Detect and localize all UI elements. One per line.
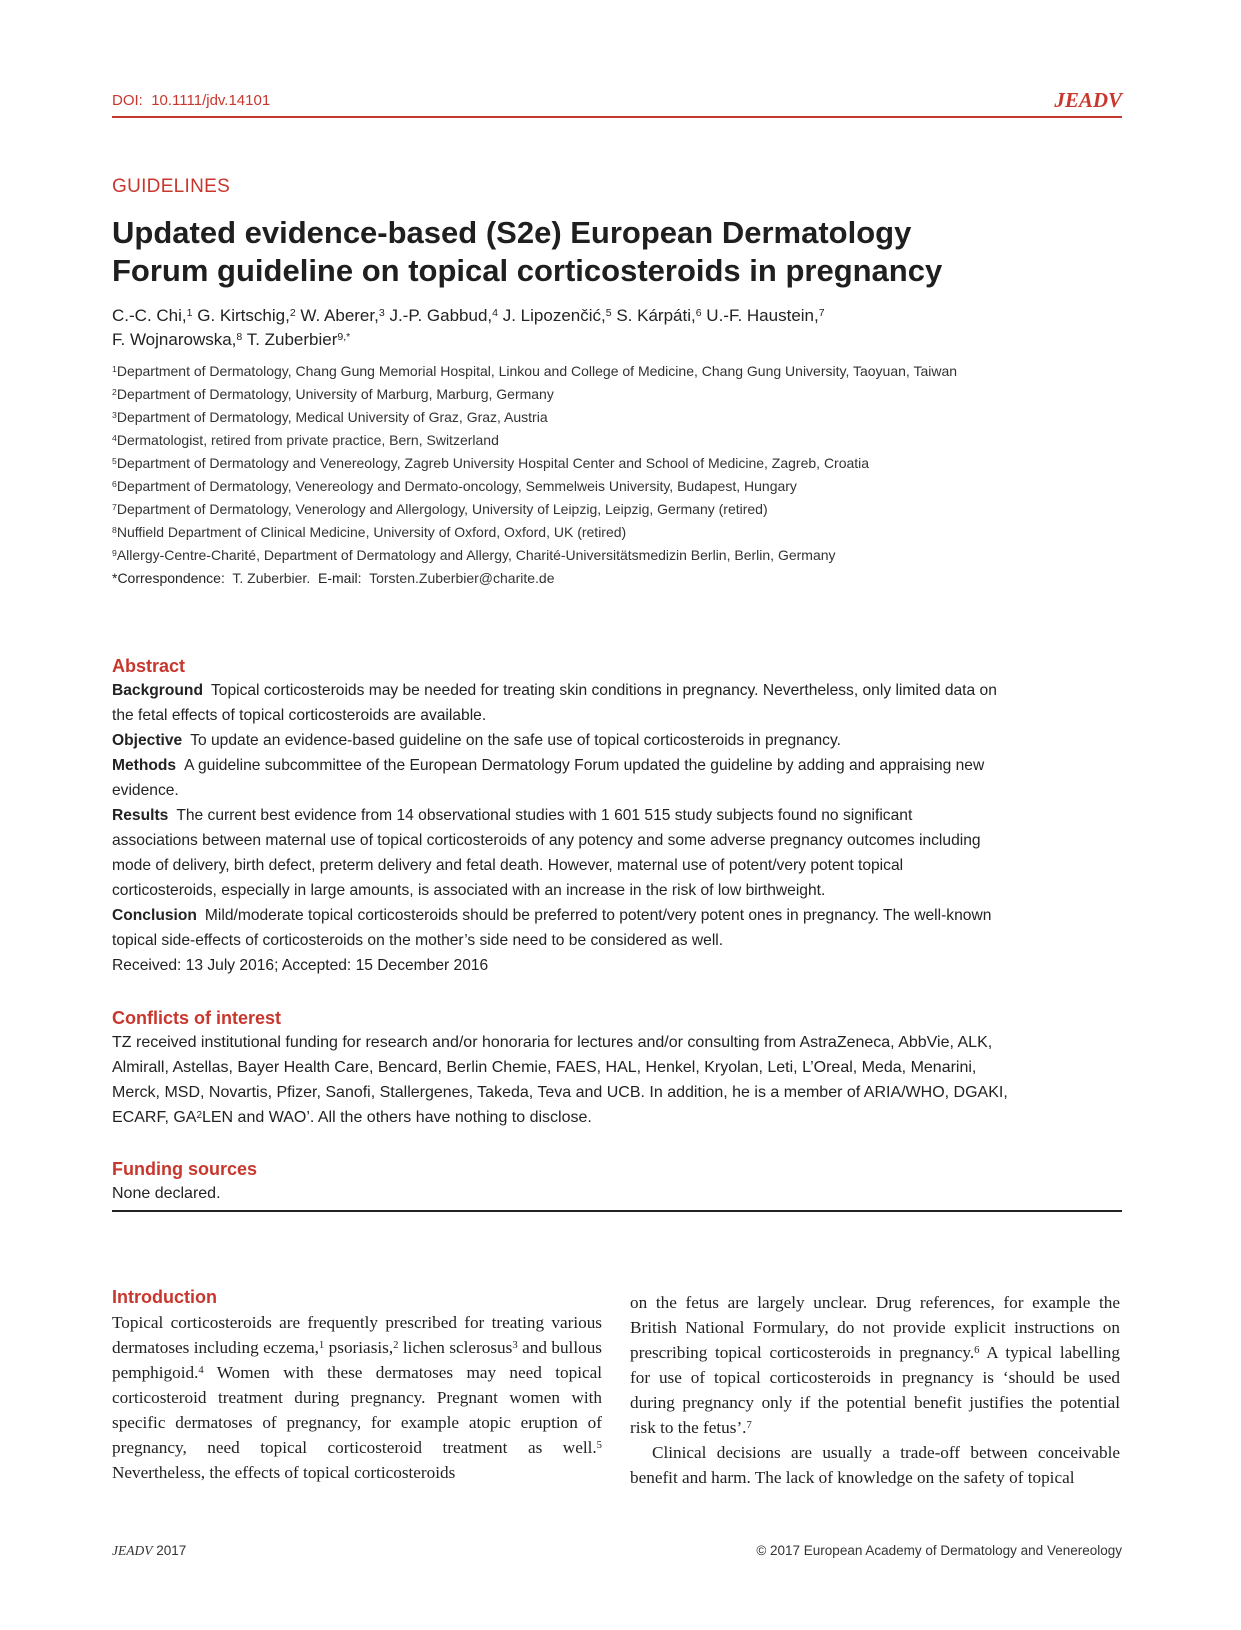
author: S. Kárpáti,$^6$	[616, 306, 702, 325]
citation-ref[interactable]: 2	[393, 1340, 399, 1352]
author: C.-C. Chi,$^1$	[112, 306, 193, 325]
author: F. Wojnarowska,$^8$	[112, 330, 243, 349]
abstract	[112, 654, 1002, 978]
body-column-left	[112, 1285, 602, 1485]
citation-ref[interactable]: 7	[746, 1420, 752, 1432]
conflicts-text: TZ received institutional funding for research and/or honoraria for lectures and/or consulting from AstraZeneca, AbbVie, ALK, Almirall, Astellas, Bayer Health Care, Bencard, Berlin Chemie, FAES, HAL, Henkel, Kryolan, Leti, L’Oreal, Meda, Menarini, Merck, MSD, Novartis, Pfizer, Sanofi, Stallergenes, Takeda, Teva and UCB. In addition, he is a member of ARIA/WHO, DGAKI, ECARF, $GA^2LEN$ and WAO’. All the others have nothing to disclose.	[112, 1034, 1008, 1126]
affiliation: $^4$Dermatologist, retired from private practice, Bern, Switzerland	[112, 432, 499, 448]
footer-journal: JEADV 2017	[112, 1543, 187, 1558]
conflicts-heading: Conflicts of interest	[112, 1008, 282, 1028]
citation-ref[interactable]: 3	[512, 1340, 518, 1352]
citation-ref[interactable]: 5	[596, 1440, 602, 1452]
abstract-results: Results The current best evidence from 14 observational studies with 1 601 515 study subjects found no significant associations between maternal use of topical corticosteroids of any potency and some adverse pregnancy outcomes including mode of delivery, birth defect, preterm delivery and fetal death. However, maternal use of potent/very potent topical corticosteroids, especially in large amounts, is associated with an increase in the risk of low birthweight.	[112, 807, 981, 899]
introduction-heading: Introduction	[112, 1287, 217, 1307]
section-label: GUIDELINES	[112, 176, 231, 197]
author: J. Lipozenčić,$^5$	[502, 306, 612, 325]
received-dates: Received: 13 July 2016; Accepted: 15 December 2016	[112, 957, 489, 974]
email-link[interactable]: Torsten.Zuberbier@charite.de	[369, 570, 555, 586]
affiliation: $^6$Department of Dermatology, Venereology and Dermato-oncology, Semmelweis University, Budapest, Hungary	[112, 478, 797, 494]
correspondence-name: T. Zuberbier.	[232, 570, 311, 586]
doi-link[interactable]: 10.1111/jdv.14101	[151, 92, 271, 109]
running-head	[112, 88, 1122, 118]
author: U.-F. Haustein,$^7$	[706, 306, 825, 325]
introduction-paragraph-2: Clinical decisions are usually a trade-off between conceivable benefit and harm. The lack of knowledge on the safety of topical	[630, 1443, 1120, 1487]
funding-heading: Funding sources	[112, 1159, 258, 1179]
abstract-conclusion: Conclusion Mild/moderate topical corticosteroids should be preferred to potent/very potent ones in pregnancy. The well-known topical side-effects of corticosteroids on the mother’s side need to be considered as well.	[112, 907, 992, 949]
abstract-background: Background Topical corticosteroids may be needed for treating skin conditions in pregnancy. Nevertheless, only limited data on the fetal effects of topical corticosteroids are available.	[112, 682, 997, 724]
affiliation: $^1$Department of Dermatology, Chang Gung Memorial Hospital, Linkou and College of Medicine, Chang Gung University, Taoyuan, Taiwan	[112, 363, 958, 379]
affiliation: $^2$Department of Dermatology, University of Marburg, Marburg, Germany	[112, 386, 554, 402]
body-column-right	[630, 1290, 1120, 1490]
title-line-1: Updated evidence-based (S2e) European Dermatology	[112, 215, 912, 250]
affiliation-list	[112, 360, 1122, 590]
correspondence-label: *Correspondence:	[112, 570, 225, 586]
introduction-paragraph: Topical corticosteroids are frequently prescribed for treating various dermatoses including eczema,$^1$ psoriasis,$^2$ lichen sclerosus$^3$ and bullous pemphigoid.$^4$ Women with these dermatoses may need topical corticosteroid treatment during pregnancy. Pregnant women with specific dermatoses of pregnancy, for example atopic eruption of pregnancy, need topical corticosteroid treatment as well.$^5$ Nevertheless, the effects of topical corticosteroids	[112, 1313, 602, 1482]
affiliation: $^5$Department of Dermatology and Venereology, Zagreb University Hospital Center and School of Medicine, Zagreb, Croatia	[112, 455, 870, 471]
abstract-methods: Methods A guideline subcommittee of the European Dermatology Forum updated the guideline by adding and appraising new evidence.	[112, 757, 985, 799]
author-list	[112, 304, 1112, 352]
citation-ref[interactable]: 1	[318, 1340, 325, 1352]
section-divider	[112, 1210, 1122, 1212]
introduction-paragraph-continued: on the fetus are largely unclear. Drug references, for example the British National Formulary, do not provide explicit instructions on prescribing topical corticosteroids in pregnancy.$^6$ A typical labelling for use of topical corticosteroids in pregnancy is ‘should be used during pregnancy only if the potential benefit justifies the potential risk to the fetus’.$^7$	[630, 1293, 1120, 1437]
title-line-2: Forum guideline on topical corticosteroids in pregnancy	[112, 253, 943, 288]
citation-ref[interactable]: 4	[198, 1365, 204, 1377]
affiliation: $^7$Department of Dermatology, Venerology and Allergology, University of Leipzig, Leipzig, Germany (retired)	[112, 501, 768, 517]
author: W. Aberer,$^3$	[300, 306, 385, 325]
article-title	[112, 214, 1112, 290]
author: J.-P. Gabbud,$^4$	[389, 306, 498, 325]
affiliation: $^8$Nuffield Department of Clinical Medicine, University of Oxford, Oxford, UK (retired)	[112, 524, 627, 540]
conflicts-of-interest	[112, 1006, 1012, 1130]
correspondence	[112, 567, 1122, 590]
funding-sources	[112, 1157, 1012, 1206]
footer-copyright: © 2017 European Academy of Dermatology and Venereology	[756, 1543, 1122, 1558]
abstract-objective: Objective To update an evidence-based guideline on the safe use of topical corticosteroids in pregnancy.	[112, 732, 841, 749]
author: G. Kirtschig,$^2$	[197, 306, 296, 325]
journal-name: JEADV	[1054, 88, 1122, 112]
affiliation: $^9$Allergy-Centre-Charité, Department of Dermatology and Allergy, Charité-Universitätsmedizin Berlin, Berlin, Germany	[112, 547, 836, 563]
author: T. Zuberbier$^{9,*}$	[246, 330, 351, 349]
citation-ref[interactable]: 6	[974, 1345, 980, 1357]
affiliation: $^3$Department of Dermatology, Medical University of Graz, Graz, Austria	[112, 409, 548, 425]
funding-text: None declared.	[112, 1185, 221, 1202]
email-label: E-mail:	[318, 570, 362, 586]
header-rule	[112, 116, 1122, 118]
abstract-heading: Abstract	[112, 656, 186, 676]
doi-label: DOI:	[112, 92, 143, 109]
doi-line	[112, 92, 270, 109]
